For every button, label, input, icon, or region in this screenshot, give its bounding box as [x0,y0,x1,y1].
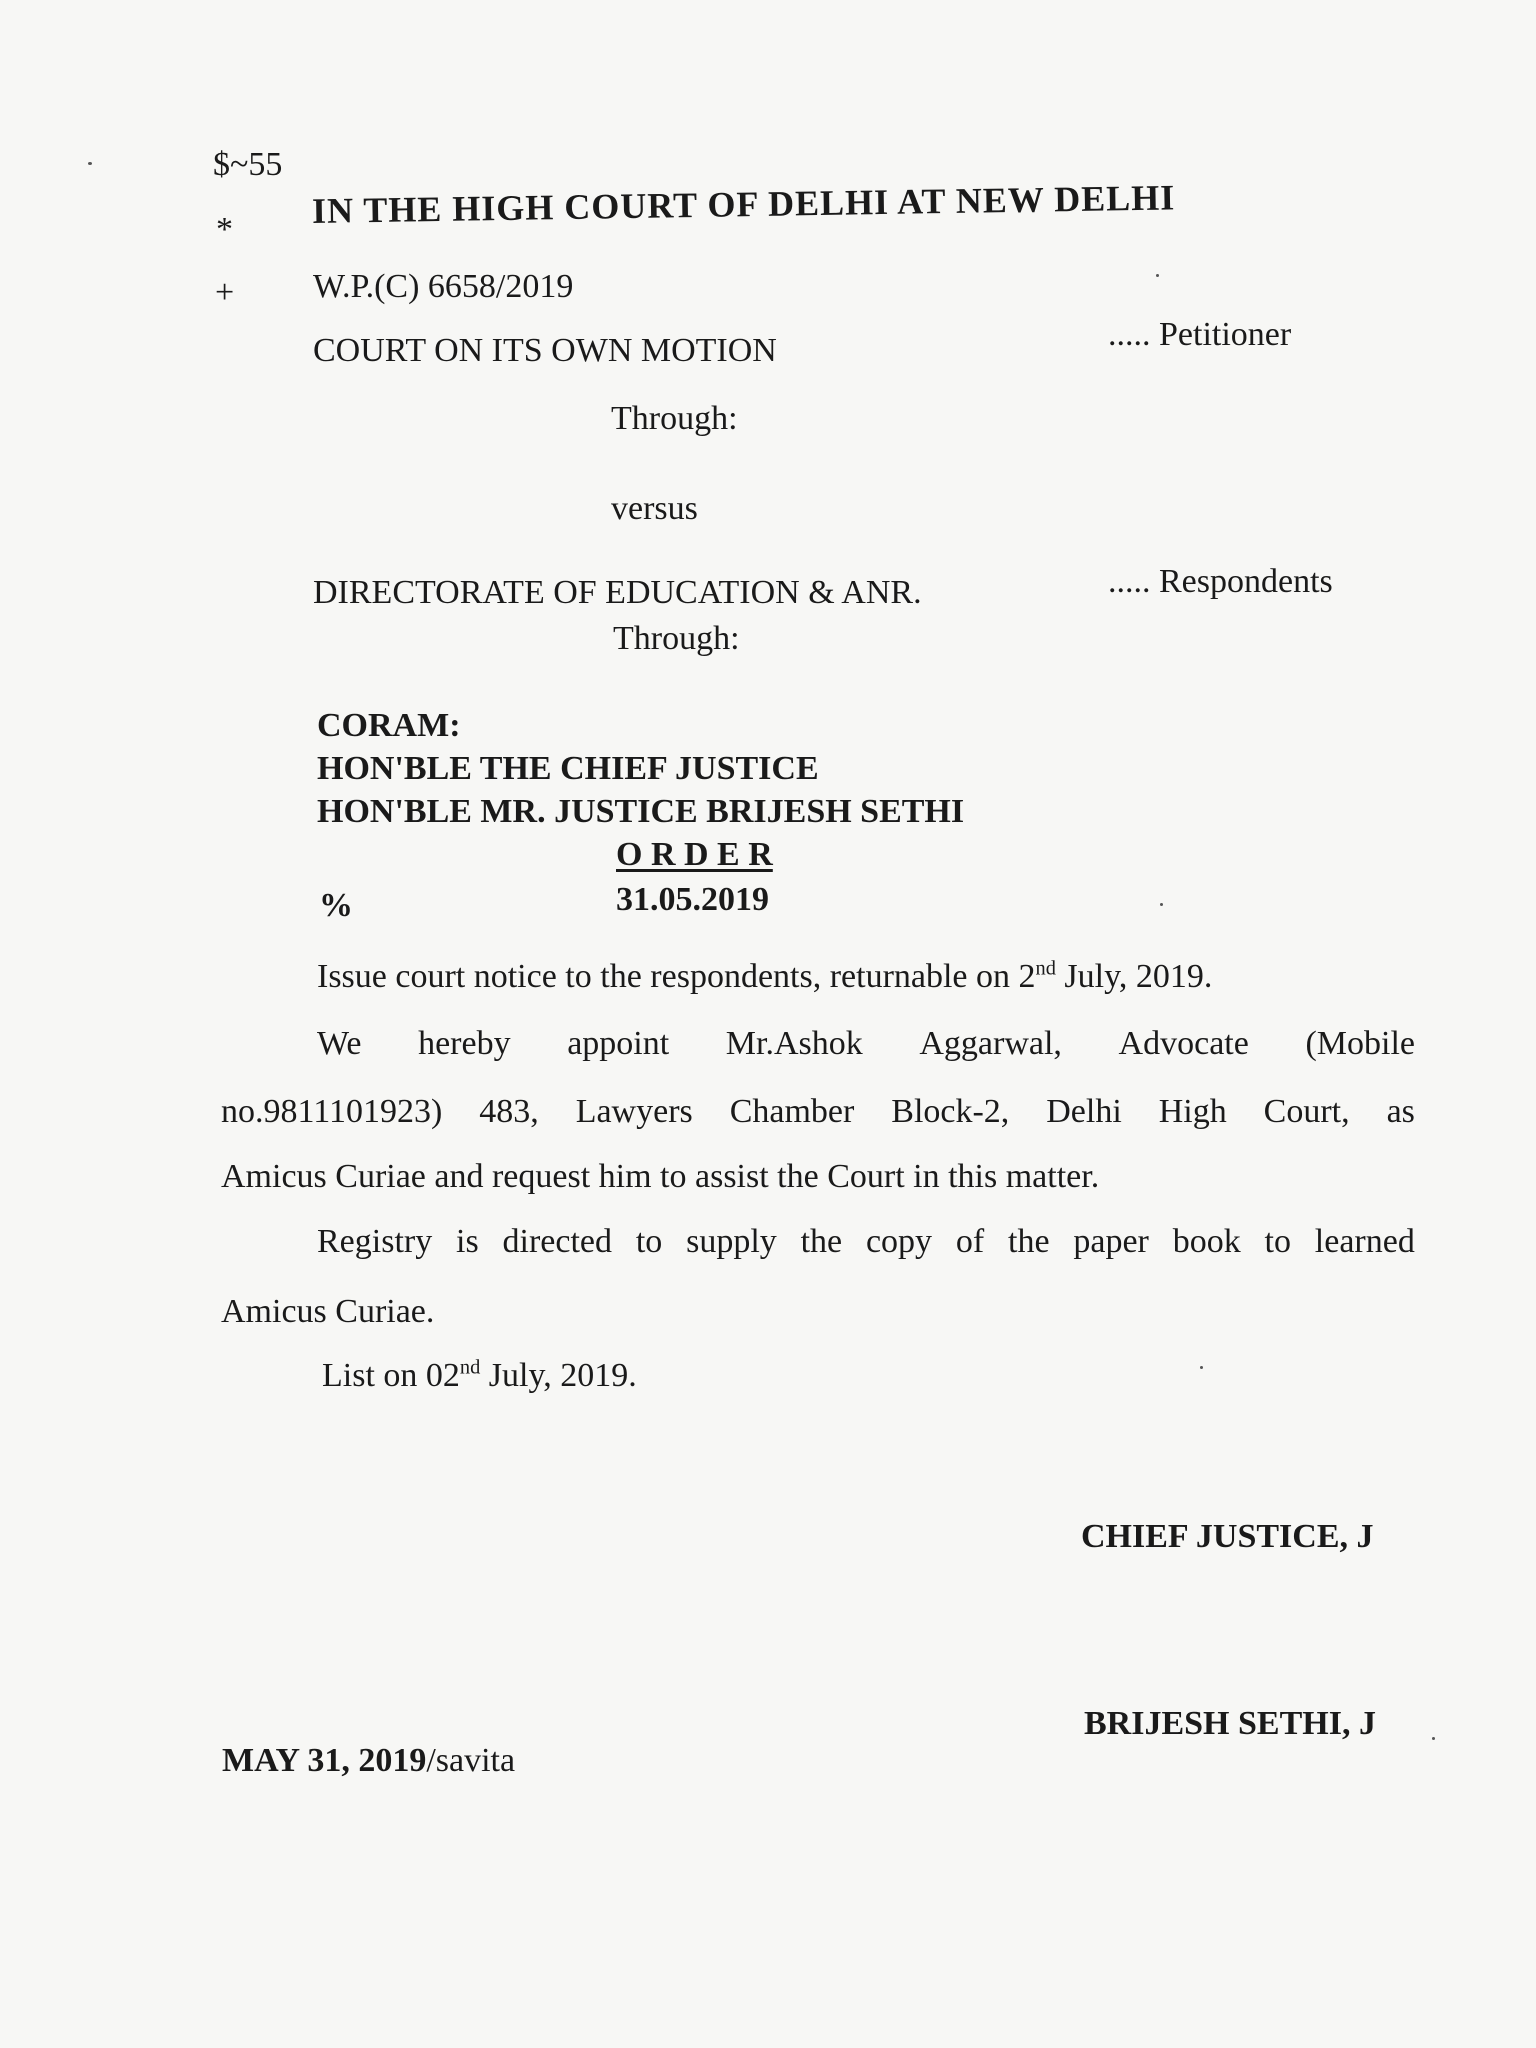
p2-word: no.9811101923) [221,1093,443,1130]
p2-word: Chamber [729,1093,855,1130]
order-date: 31.05.2019 [616,881,769,918]
paragraph-4-text: List on 02 [322,1357,460,1394]
p3-word: supply [686,1223,777,1260]
p2-word: Court, [1263,1093,1350,1130]
paragraph-1-tail: July, 2019. [1055,958,1213,995]
p2-word: Aggarwal, [919,1025,1062,1062]
respondent-role: ..... Respondents [1108,563,1333,600]
star-mark: * [216,211,233,248]
footer-date-line [222,1742,515,1780]
through-label-2: Through: [613,620,740,657]
p3-word: directed [502,1223,613,1260]
p2-word: Mr.Ashok [725,1025,863,1062]
speck [88,162,92,165]
speck [1200,1366,1203,1369]
court-name: IN THE HIGH COURT OF DELHI AT NEW DELHI [311,177,1176,231]
p3-word: the [800,1223,843,1260]
p3-word: the [1008,1223,1050,1260]
p2-word: (Mobile [1305,1025,1415,1062]
signature-brijesh-sethi: BRIJESH SETHI, J [1084,1705,1376,1742]
speck [1160,903,1163,906]
paragraph-1-text: Issue court notice to the respondents, returnable on 2 [317,958,1036,995]
p2-word: Block-2, [891,1093,1010,1130]
p3-word: is [456,1223,479,1260]
paragraph-4-sup: nd [459,1356,481,1379]
p2-word: Advocate [1118,1025,1249,1062]
p2-word: Delhi [1046,1093,1122,1130]
coram-judge-2: HON'BLE MR. JUSTICE BRIJESH SETHI [317,793,965,830]
through-label-1: Through: [611,400,738,437]
p2-word: High [1158,1093,1227,1130]
petitioner-role: ..... Petitioner [1108,316,1292,353]
p2-word: 483, [479,1093,539,1130]
p3-word: copy [865,1223,933,1260]
case-code: $~55 [213,146,283,183]
order-title: O R D E R [616,836,773,873]
p3-word: learned [1314,1223,1415,1260]
signature-chief-justice: CHIEF JUSTICE, J [1081,1518,1374,1555]
p3-word: book [1172,1223,1241,1260]
p2-word: We [317,1025,362,1062]
p2-word: as [1386,1093,1415,1130]
respondent-name: DIRECTORATE OF EDUCATION & ANR. [313,574,922,611]
percent-mark: % [319,887,353,924]
p3-word: of [955,1223,985,1260]
case-number: W.P.(C) 6658/2019 [313,268,574,305]
p3-word: to [1264,1223,1291,1260]
versus-label: versus [611,490,698,527]
footer-date: MAY 31, 2019 [222,1742,427,1779]
paragraph-4 [322,1357,637,1395]
paragraph-4-tail: July, 2019. [480,1357,637,1394]
p3-word: Registry [317,1223,433,1260]
p3-word: paper [1073,1223,1149,1260]
coram-judge-1: HON'BLE THE CHIEF JUSTICE [317,750,819,787]
paragraph-3-line-2: Amicus Curiae. [221,1293,435,1330]
p2-word: appoint [567,1025,670,1062]
speck [1156,274,1159,277]
paragraph-1 [317,958,1212,996]
paragraph-2-line-3: Amicus Curiae and request him to assist the Court in this matter. [221,1158,1100,1195]
petitioner-name: COURT ON ITS OWN MOTION [313,332,777,369]
paragraph-2-line-1 [317,1025,1415,1063]
paragraph-1-sup: nd [1035,957,1056,980]
p2-word: hereby [418,1025,511,1062]
paragraph-3-line-1 [317,1223,1415,1261]
p3-word: to [635,1223,663,1260]
plus-mark: + [215,274,235,311]
coram-label: CORAM: [317,707,461,744]
speck [1432,1737,1435,1740]
paragraph-2-line-2 [221,1093,1415,1131]
footer-author: /savita [426,1742,516,1779]
p2-word: Lawyers [575,1093,693,1130]
